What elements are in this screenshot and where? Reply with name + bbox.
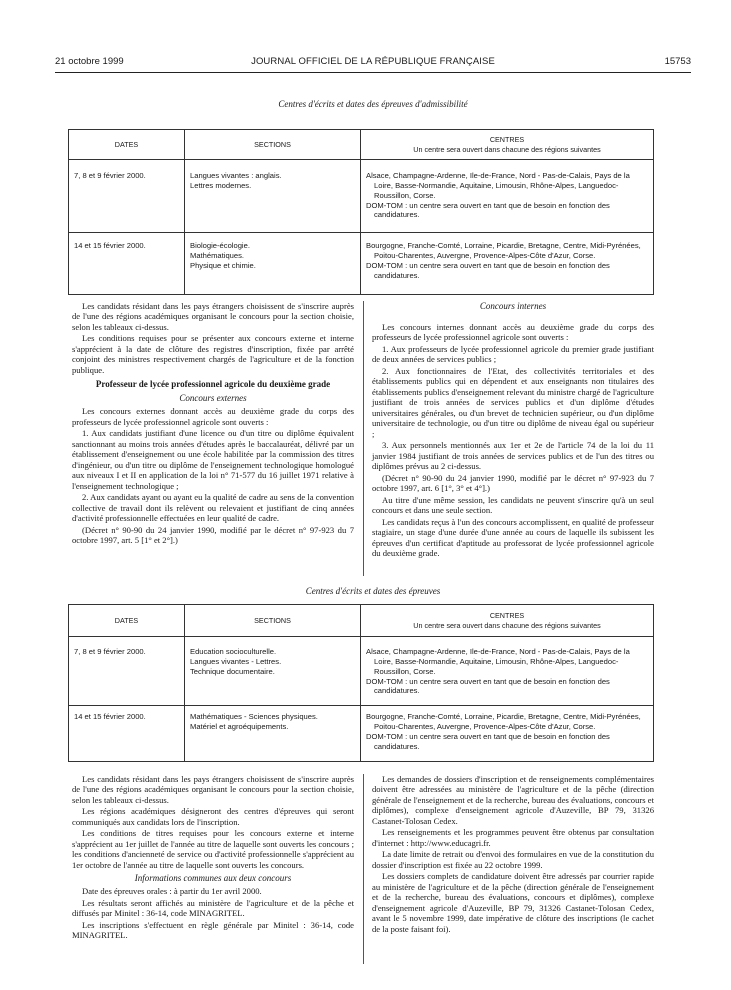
paragraph: (Décret n° 90-90 du 24 janvier 1990, modifié par le décret n° 97-923 du 7 octobre 1997, art. 5 [1° et 2°].) [72,524,354,546]
paragraph: Les concours externes donnant accès au deuxième grade du corps des professeurs de lycée professionnel agricole sont ouverts : [72,406,354,427]
row-sections [185,706,361,762]
centres-regions: Bourgogne, Franche-Comté, Lorraine, Picardie, Bretagne, Centre, Midi-Pyrénées, Poitou-Charentes, Auvergne, Provence-Alpes-Côte d'Azur, Corse. [366,712,641,731]
section-item: Matériel et agroéquipements. [190,721,289,731]
section-item: Mathématiques - Sciences physiques. [190,712,318,721]
centres-label: CENTRES [489,611,525,621]
table1-caption: Centres d'écrits et dates des épreuves d'admissibilité [278,99,468,109]
paragraph: Les candidats résidant dans les pays étrangers choisissent de s'inscrire auprès de l'une des régions académiques organisant le concours pour la section choisie, selon les tableaux ci-dessus. [72,301,354,332]
right-column [372,774,654,935]
row-centres [361,233,654,295]
paragraph: Les concours internes donnant accès au deuxième grade du corps des professeurs de lycée professionnel agricole sont ouverts : [372,321,654,343]
centres-regions: Bourgogne, Franche-Comté, Lorraine, Picardie, Bretagne, Centre, Midi-Pyrénées, Poitou-Charentes, Auvergne, Provence-Alpes-Côte d'Azur, Corse. [366,241,641,260]
table-row [69,637,654,706]
section-item: Physique et chimie. [190,260,256,270]
running-header [55,56,691,70]
table-epreuves [68,604,654,762]
paragraph: Au titre d'une même session, les candidats ne peuvent s'inscrire qu'à un seul concours et dans une seule section. [372,494,654,516]
paragraph: Les candidats résidant dans les pays étrangers choisissent de s'inscrire auprès de l'une des régions académiques organisant le concours pour la section choisie, selon les tableaux ci-dessus. [72,774,354,805]
centres-label: CENTRES [489,135,525,145]
table2-caption: Centres d'écrits et dates des épreuves [305,586,441,596]
centres-domtom: DOM-TOM : un centre sera ouvert en tant que de besoin en fonction des candidatures. [366,731,610,751]
section-item: Technique documentaire. [190,666,275,676]
subsection-heading: Informations communes aux deux concours [134,873,292,884]
table-row [69,706,654,762]
column-divider [363,774,364,964]
row-date: 14 et 15 février 2000. [69,706,185,762]
body-block-2 [72,774,654,964]
paragraph: Date des épreuves orales : à partir du 1er avril 2000. [82,886,262,897]
paragraph: Les demandes de dossiers d'inscription et de renseignements complémentaires doivent être adressées au ministère de l'agriculture et de la pêche (direction générale de l'enseignement et de la recherche, bureau des évaluations, concours et diplômes), complexe d'enseignement agricole d'Auzeville, BP 79, 31326 Castanet-Tolosan Cedex. [372,774,654,826]
paragraph: Les conditions de titres requises pour les concours externe et interne s'apprécient au 1er juillet de l'année au titre de laquelle sont ouverts les concours ; les conditions d'ancienneté de service ou d'activité professionnelle s'apprécient au 1er octobre de l'année au titre de laquelle sont ouverts les concours. [72,828,354,870]
section-item: Lettres modernes. [190,180,252,190]
paragraph: (Décret n° 90-90 du 24 janvier 1990, modifié par le décret n° 97-923 du 7 octobre 1997, art. 6 [1°, 3° et 4°].) [372,472,654,494]
page-number: 15753 [664,56,691,67]
row-date: 7, 8 et 9 février 2000. [69,637,185,706]
row-date: 14 et 15 février 2000. [69,233,185,295]
body-block-1 [72,301,654,576]
right-column [372,301,654,560]
centres-domtom: DOM-TOM : un centre sera ouvert en tant que de besoin en fonction des candidatures. [366,200,610,220]
paragraph: 1. Aux professeurs de lycée professionnel agricole du premier grade justifiant de deux années de services publics ; [372,343,654,365]
row-sections [185,233,361,295]
section-item: Langues vivantes - Lettres. [190,656,282,666]
centres-sub: Un centre sera ouvert dans chacune des régions suivantes [413,144,601,154]
table-row [69,233,654,295]
paragraph: Les inscriptions s'effectuent en règle générale par Minitel : 36-14, code MINAGRITEL. [72,919,354,941]
paragraph: Les régions académiques désigneront des centres d'épreuves qui seront communiqués aux candidats lors de l'inscription. [72,806,354,827]
subsection-heading: Concours externes [179,393,247,404]
paragraph: Les candidats reçus à l'un des concours accomplissent, en qualité de professeur stagiaire, un stage d'une durée d'une année au cours de laquelle ils subissent les épreuves d'un certificat d'aptitude au professorat de lycée professionnel agricole du deuxième grade. [372,516,654,559]
header-rule [55,72,691,73]
paragraph: 1. Aux candidats justifiant d'une licence ou d'un titre ou diplôme équivalent sanctionnant au moins trois années d'études après le baccalauréat, délivré par un établissement d'enseignement ou une école habilitée par la commission des titres d'ingénieur, ou d'un titre ou diplôme de l'enseignement technologique homologué aux niveaux I et II en application de la loi n° 71-577 du 16 juillet 1971 relative à l'enseignement technologique ; [72,428,354,491]
section-item: Mathématiques. [190,250,245,260]
paragraph: 2. Aux fonctionnaires de l'Etat, des collectivités territoriales et des établissements publics qui en dépendent et aux enseignants non titulaires des établissements publics d'enseignement relevant du ministre chargé de l'agriculture justifiant de trois années de services publics et d'un diplôme d'études universitaires générales, ou d'un brevet de technicien supérieur, ou d'un diplôme universitaire de technologie, ou d'un titre ou diplôme de niveau égal ou supérieur ; [372,365,654,439]
centres-regions: Alsace, Champagne-Ardenne, Ile-de-France, Nord - Pas-de-Calais, Pays de la Loire, Basse-Normandie, Aquitaine, Limousin, Rhône-Alpes, Languedoc-Roussillon, Corse. [366,171,630,200]
paragraph: Les renseignements et les programmes peuvent être obtenus par consultation d'internet : http://www.educagri.fr. [372,827,654,848]
col-header-centres [361,605,654,637]
left-column [72,301,354,547]
section-item: Education socioculturelle. [190,647,277,656]
journal-title: JOURNAL OFFICIEL DE LA RÉPUBLIQUE FRANÇAISE [251,56,495,67]
row-centres [361,160,654,233]
column-divider [363,301,364,576]
row-date: 7, 8 et 9 février 2000. [69,160,185,233]
paragraph: 2. Aux candidats ayant ou ayant eu la qualité de cadre au sens de la convention collective de travail dont ils relèvent ou relevaient et justifiant de cinq années d'activité professionnelle effectuées en leur qualité de cadre. [72,492,354,524]
paragraph: 3. Aux personnels mentionnés aux 1er et 2e de l'article 74 de la loi du 11 janvier 1984 justifiant de trois années de services publics et de l'un des titres ou diplômes prévus au 2 ci-dessus. [372,440,654,472]
col-header-sections: SECTIONS [185,130,361,160]
col-header-centres [361,130,654,160]
table-admissibilite [68,129,654,295]
row-centres [361,637,654,706]
row-centres [361,706,654,762]
paragraph: Les conditions requises pour se présenter aux concours externe et interne s'apprécient à la date de clôture des registres d'inscription, fixée par arrêté conjoint des ministres respectivement chargés de l'agriculture et de la fonction publique. [72,333,354,375]
row-sections [185,160,361,233]
issue-date: 21 octobre 1999 [55,56,124,67]
centres-regions: Alsace, Champagne-Ardenne, Ile-de-France, Nord - Pas-de-Calais, Pays de la Loire, Basse-Normandie, Aquitaine, Limousin, Rhône-Alpes, Languedoc-Roussillon, Corse. [366,647,630,676]
centres-sub: Un centre sera ouvert dans chacune des régions suivantes [413,620,601,630]
row-sections [185,637,361,706]
col-header-sections: SECTIONS [185,605,361,637]
section-heading: Professeur de lycée professionnel agricole du deuxième grade [95,379,331,390]
section-item: Langues vivantes : anglais. [190,171,282,180]
col-header-dates: DATES [69,130,185,160]
subsection-heading: Concours internes [479,301,547,311]
col-header-dates: DATES [69,605,185,637]
centres-domtom: DOM-TOM : un centre sera ouvert en tant que de besoin en fonction des candidatures. [366,676,610,696]
section-item: Biologie-écologie. [190,241,250,250]
centres-domtom: DOM-TOM : un centre sera ouvert en tant que de besoin en fonction des candidatures. [366,260,610,280]
table-row [69,160,654,233]
paragraph: La date limite de retrait ou d'envoi des formulaires en vue de la constitution du dossier d'inscription est fixée au 22 octobre 1999. [372,849,654,870]
paragraph: Les dossiers complets de candidature doivent être adressés par courrier rapide au ministère de l'agriculture et de la pêche (direction générale de l'enseignement et de la recherche, bureau des évaluations, concours et diplômes), complexe d'enseignement agricole d'Auzeville, BP 79, 31326 Castanet-Tolosan Cedex, avant le 5 novembre 1999, date impérative de clôture des inscriptions (le cachet de la poste faisant foi). [372,871,654,934]
left-column [72,774,354,942]
paragraph: Les résultats seront affichés au ministère de l'agriculture et de la pêche et diffusés par Minitel : 36-14, code MINAGRITEL. [72,897,354,919]
